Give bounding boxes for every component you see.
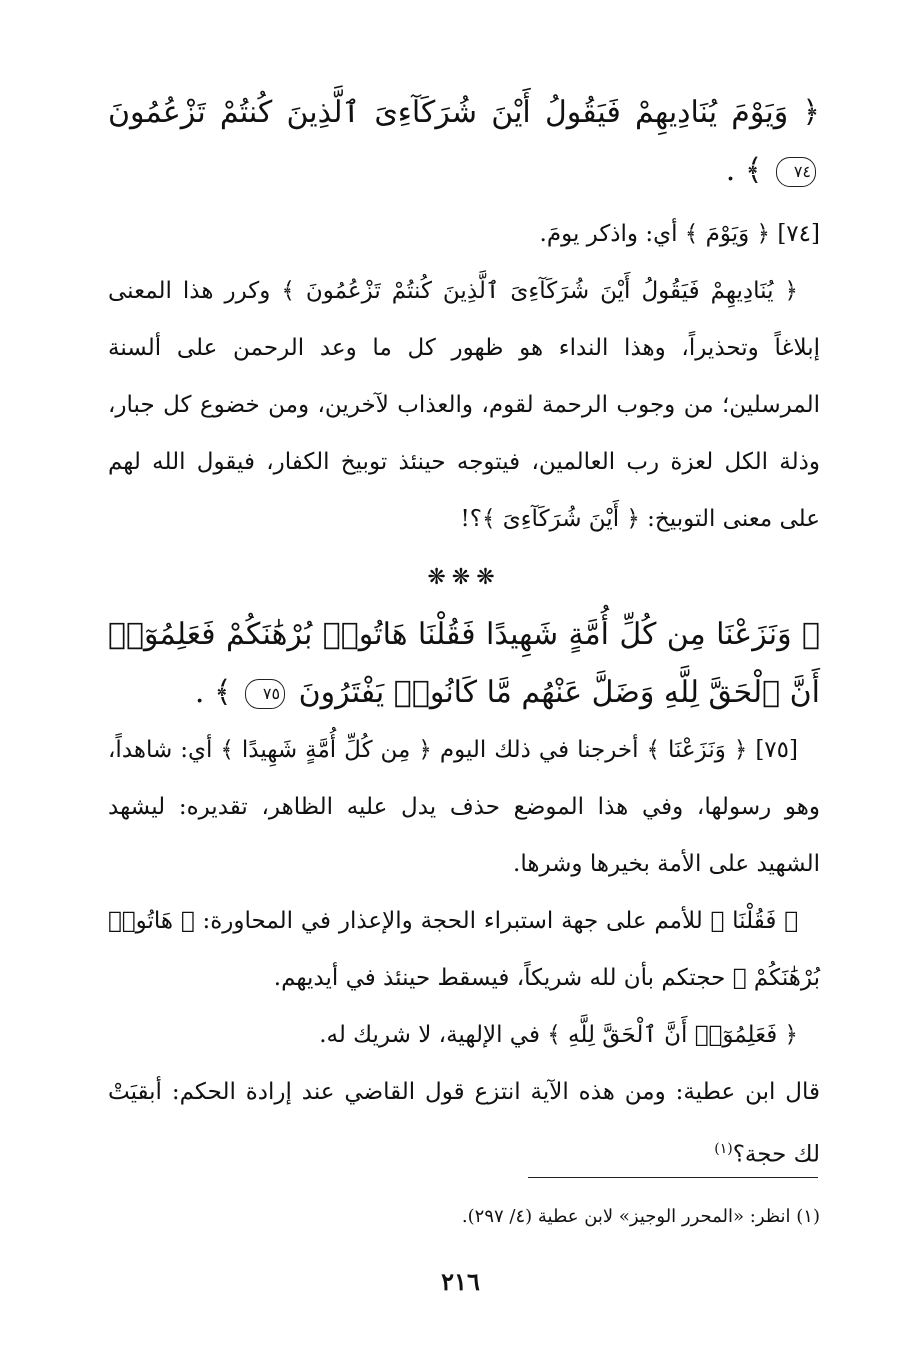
commentary-paragraph-2: ﴿ يُنَادِيهِمْ فَيَقُولُ أَيْنَ شُرَكَآءِىَ ٱلَّذِينَ كُنتُمْ تَزْعُمُونَ ﴾ وكرر هذا المعنى إبلاغاً وتحذيراً، وهذا النداء هو ظهور كل ما وعد الرحمن على ألسنة المرسلين؛ من وجوب الرحمة لقوم، والعذاب لآخرين، ومن خضوع كل جبار، وذلة الكل لعزة رب العالمين، فيتوجه حينئذ توبيخ الكفار، فيقول الله لهم على معنى التوبيخ: ﴿ أَيْنَ شُرَكَآءِىَ ﴾؟! bbox=[108, 278, 820, 532]
footnote-reference: (١) bbox=[714, 1141, 733, 1157]
page-body bbox=[108, 84, 820, 1184]
footnote-divider bbox=[528, 1177, 818, 1178]
commentary-paragraph-3: [٧٥] ﴿ وَنَزَعْنَا ﴾ أخرجنا في ذلك اليوم ﴿ مِن كُلِّ أُمَّةٍ شَهِيدًا ﴾ أي: شاهداً، وهو رسولها، وفي هذا الموضع حذف يدل عليه الظاهر، تقديره: ليشهد الشهيد على الأمة بخيرها وشرها. bbox=[108, 737, 820, 877]
quran-verse-74 bbox=[108, 84, 820, 200]
section-separator: ❋❋❋ bbox=[427, 565, 501, 590]
paragraph-text: قال ابن عطية: ومن هذه الآية انتزع قول القاضي عند إرادة الحكم: أبقيَتْ لك حجة؟ bbox=[108, 1079, 820, 1168]
verse-text: ﴿ وَيَوْمَ يُنَادِيهِمْ فَيَقُولُ أَيْنَ شُرَكَآءِىَ ٱلَّذِينَ كُنتُمْ تَزْعُمُونَ bbox=[108, 95, 820, 130]
verse-number-marker: ٧٤ bbox=[776, 157, 816, 187]
page-number: ٢١٦ bbox=[441, 1267, 480, 1296]
quran-verse-75 bbox=[108, 606, 820, 722]
commentary-paragraph-1: [٧٤] ﴿ وَيَوْمَ ﴾ أي: واذكر يومَ. bbox=[539, 221, 820, 247]
commentary-paragraph-6 bbox=[108, 1064, 820, 1184]
footnote: (١) انظر: «المحرر الوجيز» لابن عطية (٤/ ٢٩٧). bbox=[461, 1206, 820, 1227]
verse-text: ﴿ وَنَزَعْنَا مِن كُلِّ أُمَّةٍ شَهِيدًا فَقُلْنَا هَاتُوا۟ بُرْهَٰنَكُمْ فَعَلِمُوٓا۟ أَنَّ ٱلْحَقَّ لِلَّهِ وَضَلَّ عَنْهُم مَّا كَانُوا۟ يَفْتَرُونَ bbox=[108, 617, 820, 710]
verse-number-marker: ٧٥ bbox=[245, 679, 285, 709]
commentary-paragraph-4: ﴿ فَقُلْنَا ﴾ للأمم على جهة استبراء الحجة والإعذار في المحاورة: ﴿ هَاتُوا۟ بُرْهَٰنَكُمْ ﴾ حجتكم بأن لله شريكاً، فيسقط حينئذ في أيديهم. bbox=[108, 908, 820, 991]
verse-close: ﴾ . bbox=[725, 153, 763, 188]
commentary-paragraph-5: ﴿ فَعَلِمُوٓا۟ أَنَّ ٱلْحَقَّ لِلَّهِ ﴾ في الإلهية، لا شريك له. bbox=[319, 1022, 798, 1048]
verse-close: ﴾ . bbox=[194, 675, 232, 710]
